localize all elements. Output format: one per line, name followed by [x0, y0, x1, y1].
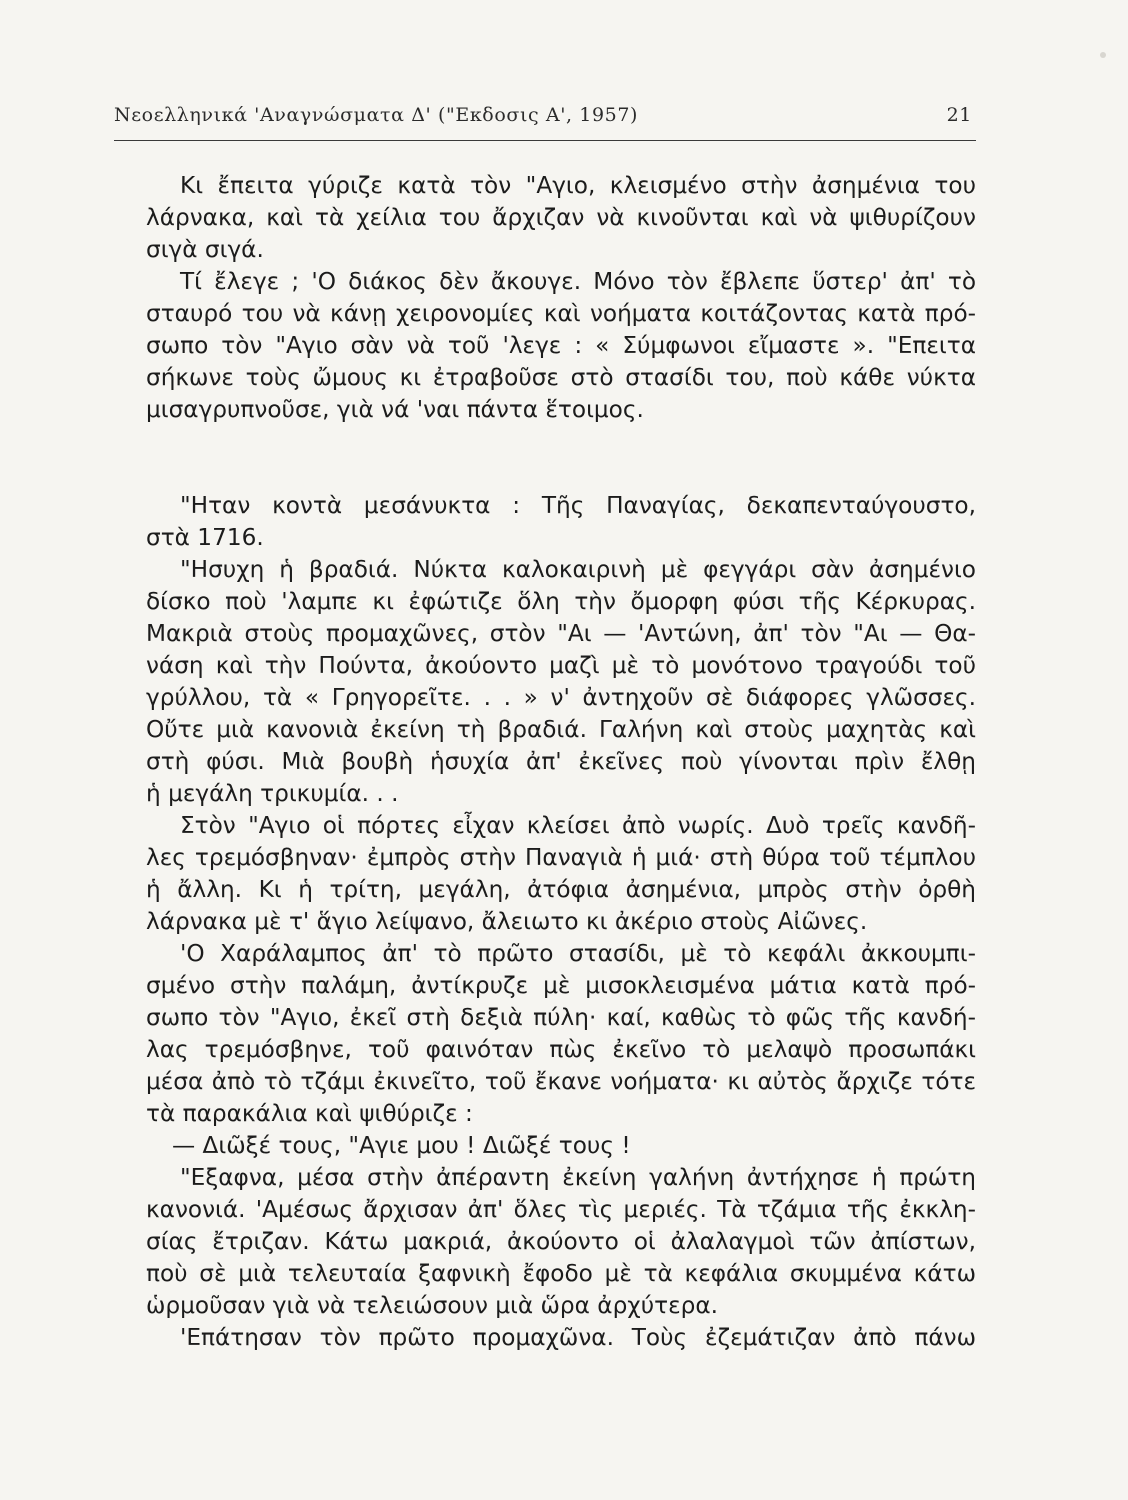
paper-blemish: [1100, 52, 1106, 58]
text-line: λες τρεμόσβηναν· ἐμπρὸς στὴν Παναγιὰ ἡ μιά· στὴ θύρα τοῦ τέμπλου: [146, 844, 976, 871]
text-line: δίσκο ποὺ 'λαμπε κι ἐφώτιζε ὅλη τὴν ὄμορφη φύσι τῆς Κέρκυρας.: [146, 588, 976, 615]
text-line: μέσα ἀπὸ τὸ τζάμι ἐκινεῖτο, τοῦ ἔκανε νοήματα· κι αὐτὸς ἄρχιζε τότε: [146, 1068, 976, 1095]
text-line: 'Επάτησαν τὸν πρῶτο προμαχῶνα. Τοὺς ἐζεμάτιζαν ἀπὸ πάνω: [180, 1324, 976, 1351]
text-line: "Εξαφνα, μέσα στὴν ἀπέραντη ἐκείνη γαλήνη ἀντήχησε ἡ πρώτη: [180, 1164, 976, 1191]
text-line: κανονιά. 'Αμέσως ἄρχισαν ἀπ' ὅλες τὶς μεριές. Τὰ τζάμια τῆς ἐκκλη-: [146, 1196, 976, 1223]
text-line: ποὺ σὲ μιὰ τελευταία ξαφνικὴ ἔφοδο μὲ τὰ κεφάλια σκυμμένα κάτω: [146, 1260, 976, 1287]
text-line: σήκωνε τοὺς ὤμους κι ἐτραβοῦσε στὸ στασίδι του, ποὺ κάθε νύκτα: [146, 364, 976, 391]
text-line: λας τρεμόσβηνε, τοῦ φαινόταν πὼς ἐκεῖνο τὸ μελαψὸ προσωπάκι: [146, 1036, 976, 1063]
text-line: Τί ἔλεγε ; 'Ο διάκος δὲν ἄκουγε. Μόνο τὸν ἔβλεπε ὕστερ' ἀπ' τὸ: [180, 268, 976, 295]
text-line: σωπο τὸν "Αγιο, ἐκεῖ στὴ δεξιὰ πύλη· καί, καθὼς τὸ φῶς τῆς κανδή-: [146, 1004, 976, 1031]
text-line: σταυρό του νὰ κάνῃ χειρονομίες καὶ νοήματα κοιτάζοντας κατὰ πρό-: [146, 300, 976, 327]
text-line: ἡ ἄλλη. Κι ἡ τρίτη, μεγάλη, ἀτόφια ἀσημένια, μπρὸς στὴν ὀρθὴ: [146, 876, 976, 903]
text-line: τὰ παρακάλια καὶ ψιθύριζε :: [146, 1100, 473, 1127]
text-line: γρύλλου, τὰ « Γρηγορεῖτε. . . » ν' ἀντηχοῦν σὲ διάφορες γλῶσσες.: [146, 684, 976, 711]
text-line: — Διῶξέ τους, "Αγιε μου ! Διῶξέ τους !: [172, 1132, 631, 1159]
text-line: ὡρμοῦσαν γιὰ νὰ τελειώσουν μιὰ ὥρα ἀρχύτερα.: [146, 1292, 718, 1319]
text-line: σμένο στὴν παλάμη, ἀντίκρυζε μὲ μισοκλεισμένα μάτια κατὰ πρό-: [146, 972, 976, 999]
text-line: στὰ 1716.: [146, 524, 264, 551]
text-line: νάση καὶ τὴν Πούντα, ἀκούοντο μαζὶ μὲ τὸ μονότονο τραγούδι τοῦ: [146, 652, 976, 679]
header-title: Νεοελληνικά 'Αναγνώσματα Δ' ("Εκδοσις Α', 1957): [114, 104, 639, 126]
page-number: 21: [946, 104, 972, 126]
text-line: Κι ἔπειτα γύριζε κατὰ τὸν "Αγιο, κλεισμένο στὴν ἀσημένια του: [180, 172, 976, 199]
text-line: σίας ἔτριζαν. Κάτω μακριά, ἀκούοντο οἱ ἀλαλαγμοὶ τῶν ἀπίστων,: [146, 1228, 976, 1255]
text-line: στὴ φύσι. Μιὰ βουβὴ ἡσυχία ἀπ' ἐκεῖνες ποὺ γίνονται πρὶν ἔλθῃ: [146, 748, 976, 775]
text-line: λάρνακα μὲ τ' ἅγιο λείψανο, ἄλειωτο κι ἀκέριο στοὺς Αἰῶνες.: [146, 908, 868, 935]
text-line: σωπο τὸν "Αγιο σὰν νὰ τοῦ 'λεγε : « Σύμφωνοι εἴμαστε ». "Επειτα: [146, 332, 976, 359]
text-line: ἡ μεγάλη τρικυμία. . .: [146, 780, 399, 807]
text-line: λάρνακα, καὶ τὰ χείλια του ἄρχιζαν νὰ κινοῦνται καὶ νὰ ψιθυρίζουν: [146, 204, 976, 231]
text-line: σιγὰ σιγά.: [146, 236, 264, 263]
text-line: μισαγρυπνοῦσε, γιὰ νά 'ναι πάντα ἕτοιμος.: [146, 396, 644, 423]
text-line: "Ηταν κοντὰ μεσάνυκτα : Τῆς Παναγίας, δεκαπενταύγουστο,: [180, 492, 976, 519]
text-line: Μακριὰ στοὺς προμαχῶνες, στὸν "Αι — 'Αντώνη, ἀπ' τὸν "Αι — Θα-: [146, 620, 976, 647]
header-rule: [114, 140, 976, 141]
text-line: "Ησυχη ἡ βραδιά. Νύκτα καλοκαιρινὴ μὲ φεγγάρι σὰν ἀσημένιο: [180, 556, 976, 583]
text-line: 'Ο Χαράλαμπος ἀπ' τὸ πρῶτο στασίδι, μὲ τὸ κεφάλι ἀκκουμπι-: [180, 940, 976, 967]
text-line: Στὸν "Αγιο οἱ πόρτες εἶχαν κλείσει ἀπὸ νωρίς. Δυὸ τρεῖς κανδῆ-: [180, 812, 976, 839]
running-header: [114, 98, 976, 138]
text-line: Οὔτε μιὰ κανονιὰ ἐκείνη τὴ βραδιά. Γαλήνη καὶ στοὺς μαχητὰς καὶ: [146, 716, 976, 743]
